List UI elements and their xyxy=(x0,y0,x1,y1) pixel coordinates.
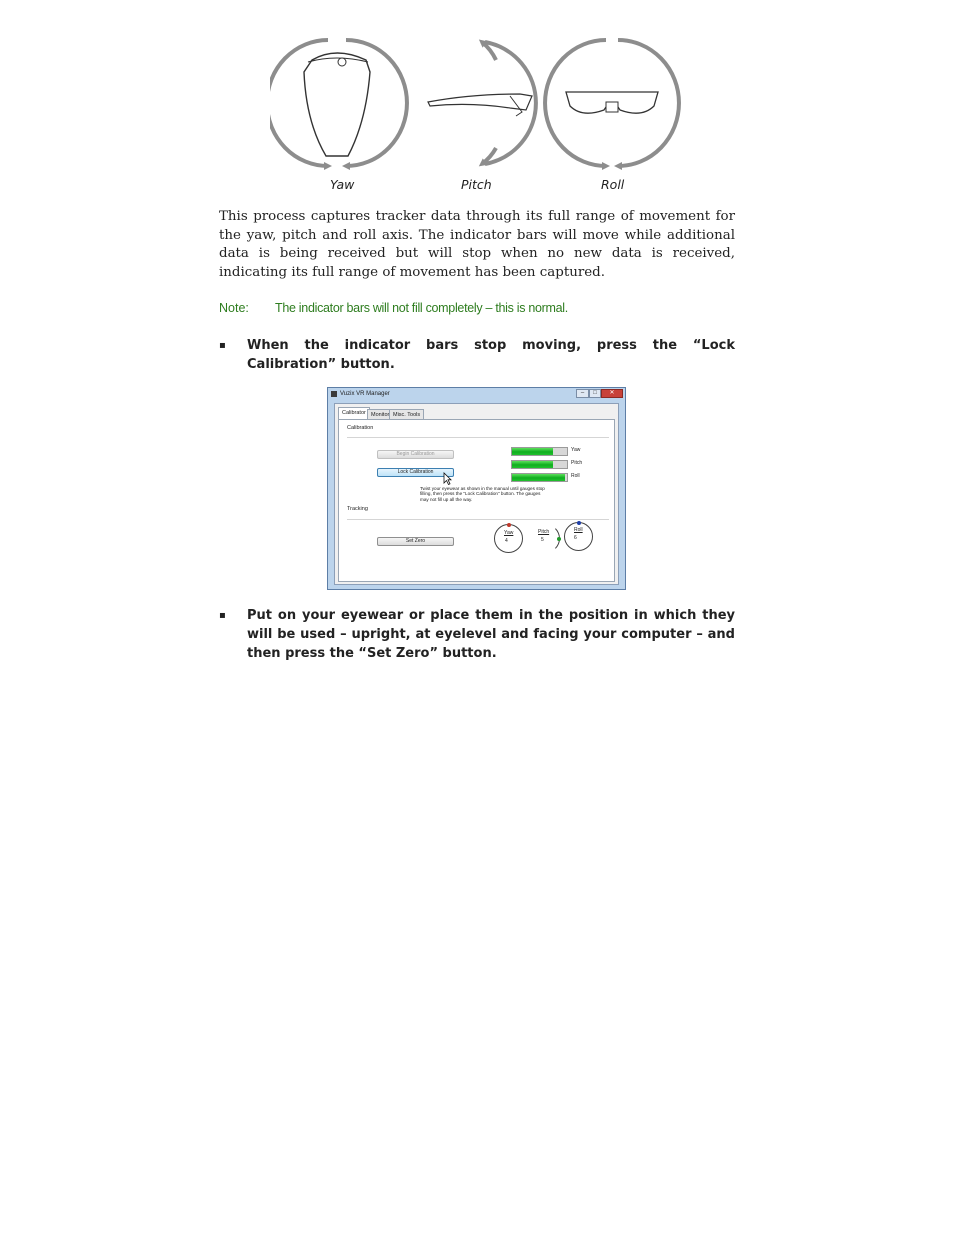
window-body xyxy=(334,403,619,585)
minimize-button[interactable]: – xyxy=(576,389,589,398)
bullet-square-icon: ▪ xyxy=(219,340,226,351)
yaw-illustration xyxy=(270,40,407,166)
roll-dial-marker xyxy=(577,521,581,525)
window-title: Vuzix VR Manager xyxy=(340,391,390,397)
maximize-button[interactable]: □ xyxy=(589,389,601,398)
calibration-group-label: Calibration xyxy=(347,425,374,431)
pitch-dial xyxy=(531,524,560,553)
yaw-label: Yaw xyxy=(330,177,355,192)
roll-gauge-label: Roll xyxy=(571,473,580,479)
calibrator-panel xyxy=(338,419,615,582)
yaw-dial xyxy=(494,524,523,553)
bullet-lock-calibration xyxy=(219,336,735,374)
note-label: Note: xyxy=(219,301,249,315)
rotation-axes-figure xyxy=(270,32,690,174)
yaw-dial-marker xyxy=(507,523,511,527)
pitch-gauge-fill xyxy=(512,461,553,468)
yaw-gauge-label: Yaw xyxy=(571,447,581,453)
close-button[interactable]: ✕ xyxy=(601,389,623,398)
begin-calibration-button[interactable]: Begin Calibration xyxy=(377,450,454,459)
app-icon xyxy=(331,391,337,397)
set-zero-button[interactable]: Set Zero xyxy=(377,537,454,546)
pitch-gauge xyxy=(511,460,568,469)
yaw-dial-value: 4 xyxy=(505,538,508,544)
pitch-gauge-label: Pitch xyxy=(571,460,583,466)
lock-calibration-button[interactable]: Lock Calibration xyxy=(377,468,454,477)
vr-manager-window xyxy=(327,387,626,590)
note-text: The indicator bars will not fill completely – this is normal. xyxy=(275,301,568,315)
roll-illustration xyxy=(545,40,679,166)
pitch-label: Pitch xyxy=(461,177,492,192)
tracking-group-label: Tracking xyxy=(347,506,368,512)
yaw-gauge-fill xyxy=(512,448,553,455)
tracking-group-divider xyxy=(347,519,609,520)
pitch-dial-value: 5 xyxy=(541,537,544,543)
roll-gauge-fill xyxy=(512,474,565,481)
bullet-square-icon: ▪ xyxy=(219,610,226,621)
mouse-cursor-icon xyxy=(443,472,452,485)
roll-dial xyxy=(564,522,593,551)
roll-gauge xyxy=(511,473,568,482)
yaw-dial-name: Yaw xyxy=(504,530,514,536)
tab-calibrator[interactable]: Calibrator xyxy=(338,407,370,420)
roll-dial-name: Roll xyxy=(574,527,583,533)
body-paragraph: This process captures tracker data through its full range of movement for the yaw, pitch and roll axis. The indicator bars will move while additional data is being received but will stop when no new data is received, indicating its full range of movement has been captured. xyxy=(219,209,735,280)
roll-label: Roll xyxy=(601,177,625,192)
pitch-dial-name: Pitch xyxy=(538,529,550,535)
bullet-text: Put on your eyewear or place them in the position in which they will be used – upright, at eyelevel and facing your computer – and then press the “Set Zero” button. xyxy=(247,608,735,661)
pitch-dial-marker xyxy=(557,537,561,541)
tab-monitor[interactable]: Monitor xyxy=(367,409,393,420)
calibration-group-divider xyxy=(347,437,609,438)
roll-dial-value: 6 xyxy=(574,535,577,541)
bullet-text: When the indicator bars stop moving, press the “Lock Calibration” button. xyxy=(247,338,735,372)
pitch-illustration xyxy=(428,42,536,164)
calibration-hint: Twist your eyewear as shown in the manual until gauges stop filling, then press the "Lock Calibration" button. The gauges may not fill up all the way. xyxy=(420,486,545,502)
note xyxy=(219,301,568,315)
yaw-gauge xyxy=(511,447,568,456)
bullet-set-zero xyxy=(219,606,735,663)
tab-misc-tools[interactable]: Misc. Tools xyxy=(389,409,424,420)
